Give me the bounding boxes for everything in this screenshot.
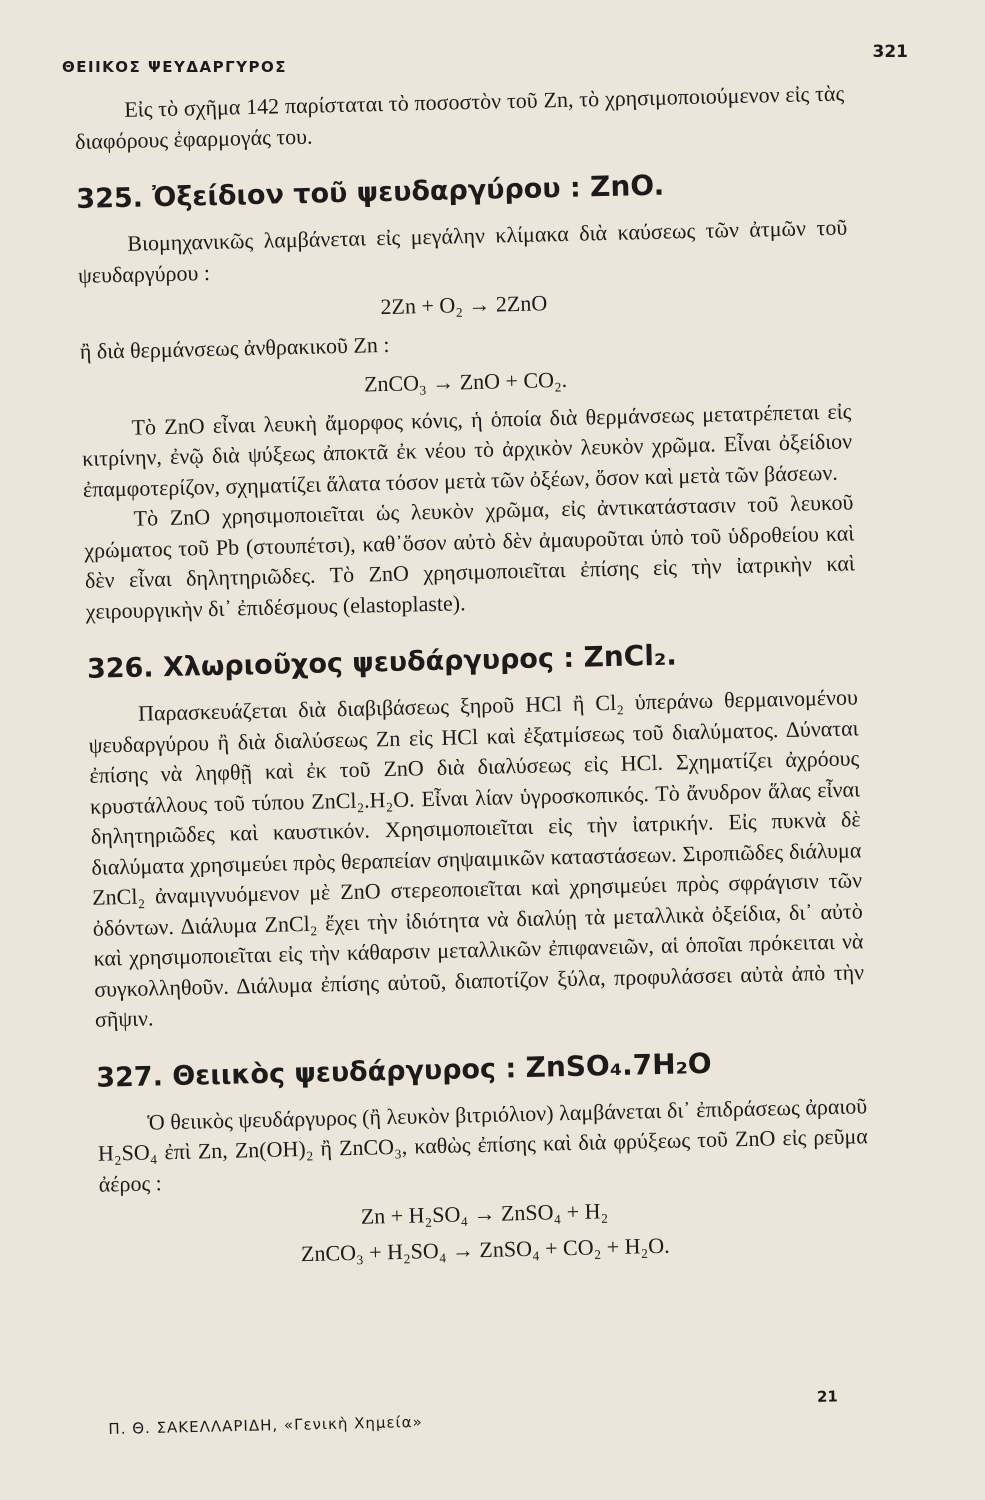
section-326-formula: ZnCl₂. — [583, 638, 678, 674]
running-title: ΘΕΙΙΚΟΣ ΨΕΥΔΑΡΓΥΡΟΣ — [62, 58, 287, 76]
section-327-equation: Zn + H₂SO₄ → ZnSO₄ + H₂ — [360, 1198, 609, 1229]
section-325-paragraph: Τὸ ZnO εἶναι λευκὴ ἄμορφος κόνις, ἡ ὁποία διὰ θερμάνσεως μετατρέπεται εἰς κιτρίνην, ἐνῷ διὰ ψύξεως ἀποκτᾶ ἐκ νέου τὸ ἀρχικὸν λευκὸν χρῶμα. Εἶναι ὀξείδιον ἐπαμφοτερίζον, σχηματίζει ἅλατα τόσον μετὰ τῶν ὀξέων, ὅσον καὶ μετὰ τῶν βάσεων. — [81, 397, 853, 502]
section-325-formula: ZnO. — [589, 168, 665, 204]
section-325-equation: ZnCO₃ → ZnO + CO₂. — [363, 366, 568, 396]
section-325-heading — [76, 162, 847, 220]
section-327-heading — [96, 1040, 867, 1098]
section-325-title: 325. Ὀξείδιον τοῦ ψευδαργύρου : — [75, 172, 582, 215]
section-326-paragraph: Παρασκευάζεται διὰ διαβιβάσεως ξηροῦ HCl ἢ Cl₂ ὑπεράνω θερμαινομένου ψευδαργύρου ἢ διὰ διαλύσεως Zn εἰς HCl καὶ ἐξατμίσεως τοῦ διαλύματος. Δύναται ἐπίσης νὰ ληφθῇ καὶ ἐκ τοῦ ZnO διὰ διαλύσεως εἰς HCl. Σχηματίζει ἀχρόους κρυστάλλους τοῦ τύπου ZnCl₂.H₂O. Εἶναι λίαν ὑγροσκοπικός. Τὸ ἄνυδρον ἅλας εἶναι δηλητηριῶδες καὶ καυστικόν. Χρησιμοποιεῖται εἰς τὴν ἰατρικήν. Εἰς πυκνὰ δὲ διαλύματα χρησιμεύει πρὸς θεραπείαν σηψαιμικῶν καταστάσεων. Σιροπιῶδες διάλυμα ZnCl₂ ἀναμιγνυόμενον μὲ ZnO στερεοποιεῖται καὶ χρησιμεύει πρὸς σφράγισιν τῶν ὀδόντων. Διάλυμα ZnCl₂ ἔχει τὴν ἰδιότητα νὰ διαλύῃ τὰ μεταλλικὰ ὀξείδια, δι᾽ αὐτὸ καὶ χρησιμοποιεῖται εἰς τὴν κάθαρσιν μεταλλικῶν ἐπιφανειῶν, αἱ ὁποῖαι πρόκειται νὰ συγκολληθοῦν. Διάλυμα ἐπίσης αὐτοῦ, διαποτίζον ξύλα, προφυλάσσει αὐτὰ ἀπὸ τὴν σῆψιν. — [88, 684, 865, 1032]
section-325-paragraph: Τὸ ZnO χρησιμοποιεῖται ὡς λευκὸν χρῶμα, εἰς ἀντικατάστασιν τοῦ λευκοῦ χρώματος τοῦ Pb (στουπέτσι), καθ᾽ὅσον αὐτὸ δὲν ἀμαυροῦται ὑπὸ τοῦ ὑδροθείου καὶ δὲν εἶναι δηλητηριῶδες. Τὸ ZnO χρησιμοποιεῖται ἐπίσης εἰς τὴν ἰατρικὴν καὶ χειρουργικὴν δι᾽ ἐπιδέσμους (elastoplaste). — [84, 489, 856, 624]
section-327-formula: ZnSO₄.7H₂O — [525, 1046, 712, 1084]
signature-mark: 21 — [816, 1387, 839, 1406]
section-326-title: 326. Χλωριοῦχος ψευδάργυρος : — [86, 642, 575, 685]
section-327-paragraph: Ὁ θειικὸς ψευδάργυρος (ἢ λευκὸν βιτριόλιον) λαμβάνεται δι᾽ ἐπιδράσεως ἀραιοῦ H₂SO₄ ἐπὶ Zn, Zn(OH)₂ ἢ ZnCO₃, καθὼς ἐπίσης καὶ διὰ φρύξεως τοῦ ZnO εἰς ρεῦμα ἀέρος : — [97, 1092, 869, 1197]
section-326-heading — [87, 631, 858, 689]
page-number: 321 — [872, 42, 908, 62]
section-327-title: 327. Θειικὸς ψευδάργυρος : — [95, 1052, 517, 1094]
page-footer — [108, 1387, 839, 1450]
intro-paragraph: Εἰς τὸ σχῆμα 142 παρίσταται τὸ ποσοστὸν τοῦ Zn, τὸ χρησιμοποιούμενον εἰς τὰς διαφόρους ἐφαρμογάς του. — [74, 80, 845, 154]
running-head — [62, 42, 922, 82]
section-325-equation: 2Zn + O₂ → 2ZnO — [380, 290, 548, 320]
section-327-equation: ZnCO₃ + H₂SO₄ → ZnSO₄ + CO₂ + H₂O. — [300, 1232, 670, 1267]
section-325-paragraph: Βιομηχανικῶς λαμβάνεται εἰς μεγάλην κλίμακα διὰ καύσεως τῶν ἀτμῶν τοῦ ψευδαργύρου : — [77, 214, 848, 288]
page-content — [74, 79, 871, 1282]
footer-citation: Π. Θ. ΣΑΚΕΛΛΑΡΙΔΗ, «Γενικὴ Χημεία» — [108, 1412, 423, 1438]
section-325-paragraph: ἢ διὰ θερμάνσεως ἀνθρακικοῦ Zn : — [79, 331, 390, 364]
